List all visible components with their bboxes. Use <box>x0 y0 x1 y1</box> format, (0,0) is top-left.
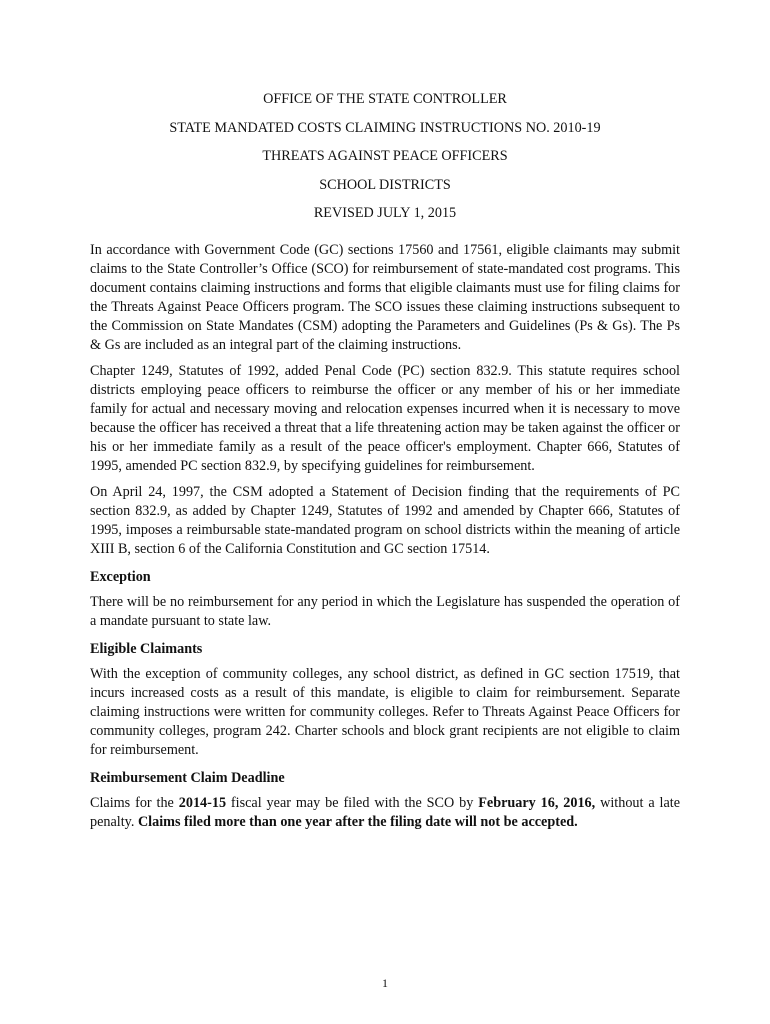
office-title: OFFICE OF THE STATE CONTROLLER <box>263 91 507 107</box>
late-claim-warning: Claims filed more than one year after the filing date will not be accepted. <box>137 814 578 830</box>
document-header <box>90 92 680 235</box>
eligible-claimants-paragraph: With the exception of community colleges, any school district, as defined in GC section 17519, that incurs increased costs as a result of this mandate, is eligible to claim for reimbursement. Separate claiming instructions were written for community colleges. Refer to Threats Against Peace Officers for community colleges, program 242. Charter schools and block grant recipients are not eligible to claim for reimbursement. <box>90 666 680 758</box>
claim-deadline-paragraph <box>90 794 680 832</box>
document-body <box>90 241 680 839</box>
fiscal-year: 2014-15 <box>178 795 227 811</box>
eligible-claimants-heading: Eligible Claimants <box>90 641 203 657</box>
exception-paragraph: There will be no reimbursement for any period in which the Legislature has suspended the operation of a mandate pursuant to state law. <box>90 594 680 629</box>
program-title: THREATS AGAINST PEACE OFFICERS <box>262 148 508 164</box>
statute-paragraph: Chapter 1249, Statutes of 1992, added Penal Code (PC) section 832.9. This statute requires school districts employing peace officers to reimburse the officer or any member of his or her immediate family for actual and necessary moving and relocation expenses incurred when it is necessary to move because the officer has received a threat that a life threatening action may be taken against the officer or his or her immediate family as a result of the peace officer's employment. Chapter 666, Statutes of 1995, amended PC section 832.9, by specifying guidelines for reimbursement. <box>90 363 680 474</box>
decision-paragraph: On April 24, 1997, the CSM adopted a Statement of Decision finding that the requirements of PC section 832.9, as added by Chapter 1249, Statutes of 1992 and amended by Chapter 666, Statutes of 1995, imposes a reimbursable state-mandated program on school districts within the meaning of article XIII B, section 6 of the California Constitution and GC section 17514. <box>90 484 680 557</box>
deadline-text-3: without a late penalty. <box>90 795 680 830</box>
revision-date: REVISED JULY 1, 2015 <box>313 205 457 221</box>
claim-deadline-heading: Reimbursement Claim Deadline <box>90 770 285 786</box>
exception-heading: Exception <box>90 569 151 585</box>
claimant-type: SCHOOL DISTRICTS <box>319 176 451 193</box>
deadline-text-2: fiscal year may be filed with the SCO by <box>226 795 479 811</box>
deadline-text-1: Claims for the <box>90 795 179 811</box>
filing-date: February 16, 2016, <box>478 795 596 811</box>
intro-paragraph: In accordance with Government Code (GC) sections 17560 and 17561, eligible claimants may submit claims to the State Controller’s Office (SCO) for reimbursement of state-mandated cost programs. This document contains claiming instructions and forms that eligible claimants must use for filing claims for the Threats Against Peace Officers program. The SCO issues these claiming instructions subsequent to the Commission on State Mandates (CSM) adopting the Parameters and Guidelines (Ps & Gs). The Ps & Gs are included as an integral part of the claiming instructions. <box>90 242 680 353</box>
instructions-title: STATE MANDATED COSTS CLAIMING INSTRUCTIONS NO. 2010-19 <box>169 119 601 136</box>
page-number: 1 <box>382 976 388 990</box>
